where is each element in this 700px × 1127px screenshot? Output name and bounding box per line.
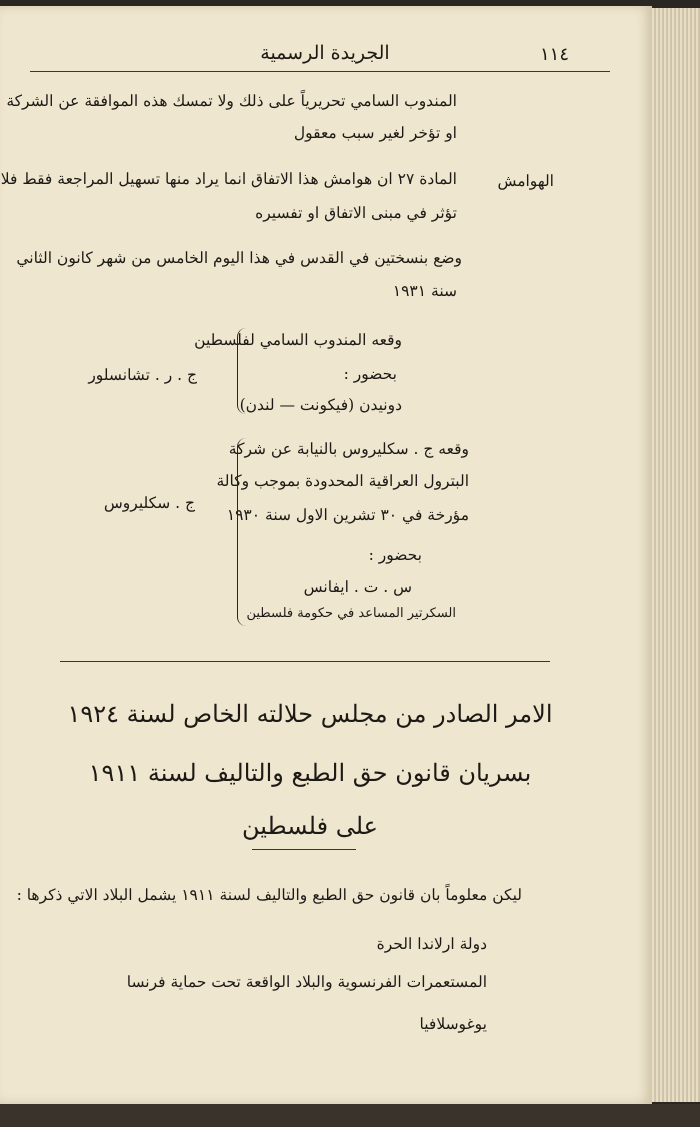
bottom-band — [0, 1104, 700, 1127]
sig1-line2: بحضور : — [343, 365, 397, 383]
header-title: الجريدة الرسمية — [260, 42, 390, 64]
para3-line1: وضع بنسختين في القدس في هذا اليوم الخامس من شهر كانون الثاني — [16, 249, 462, 267]
sig2-line6: السكرتير المساعد في حكومة فلسطين — [246, 606, 456, 621]
section-rule — [60, 661, 550, 662]
page-number: ١١٤ — [540, 44, 570, 65]
para2-line2: تؤثر في مبنى الاتفاق او تفسيره — [255, 204, 457, 222]
document-page — [0, 6, 652, 1104]
sig1-name: ج . ر . تشانسلور — [88, 366, 197, 384]
order-item-3: يوغوسلافيا — [419, 1015, 487, 1033]
order-item-2: المستعمرات الفرنسوية والبلاد الواقعة تحت حماية فرنسا — [126, 973, 487, 991]
sig2-name: ج . سكليروس — [103, 494, 195, 512]
order-title-line3: على فلسطين — [242, 812, 378, 840]
para2-line1: المادة ٢٧ ان هوامش هذا الاتفاق انما يراد منها تسهيل المراجعة فقط فلا — [0, 170, 457, 188]
sig2-line1: وقعه ج . سكليروس بالنيابة عن شركة — [228, 440, 469, 458]
sig1-line3: دونيدن (فيكونت — لندن) — [239, 396, 402, 414]
sig1-line1: وقعه المندوب السامي لفلسطين — [194, 331, 402, 349]
order-title-line2: بسريان قانون حق الطبع والتاليف لسنة ١٩١١ — [88, 759, 532, 787]
title-underline — [252, 849, 356, 850]
margin-note: الهوامش — [497, 172, 554, 190]
para1-line2: او تؤخر لغير سبب معقول — [293, 124, 457, 142]
header-rule — [30, 71, 610, 72]
order-item-1: دولة ارلاندا الحرة — [376, 935, 487, 953]
sig2-line4: بحضور : — [368, 546, 422, 564]
sig2-line5: س . ت . ايفانس — [303, 578, 412, 596]
sig2-line2: البترول العراقية المحدودة بموجب وكالة — [216, 472, 469, 490]
order-intro: ليكن معلوماً بان قانون حق الطبع والتاليف لسنة ١٩١١ يشمل البلاد الاتي ذكرها : — [16, 886, 522, 904]
sig2-brace — [237, 438, 246, 626]
page-edges — [652, 8, 700, 1102]
order-title-line1: الامر الصادر من مجلس حلالته الخاص لسنة ١٩٢٤ — [67, 700, 553, 728]
sig2-line3: مؤرخة في ٣٠ تشرين الاول سنة ١٩٣٠ — [226, 506, 469, 524]
sig1-brace — [237, 328, 246, 414]
para1-line1: المندوب السامي تحريرياً على ذلك ولا تمسك هذه الموافقة عن الشركة — [6, 92, 457, 110]
para3-line2: سنة ١٩٣١ — [392, 282, 457, 300]
